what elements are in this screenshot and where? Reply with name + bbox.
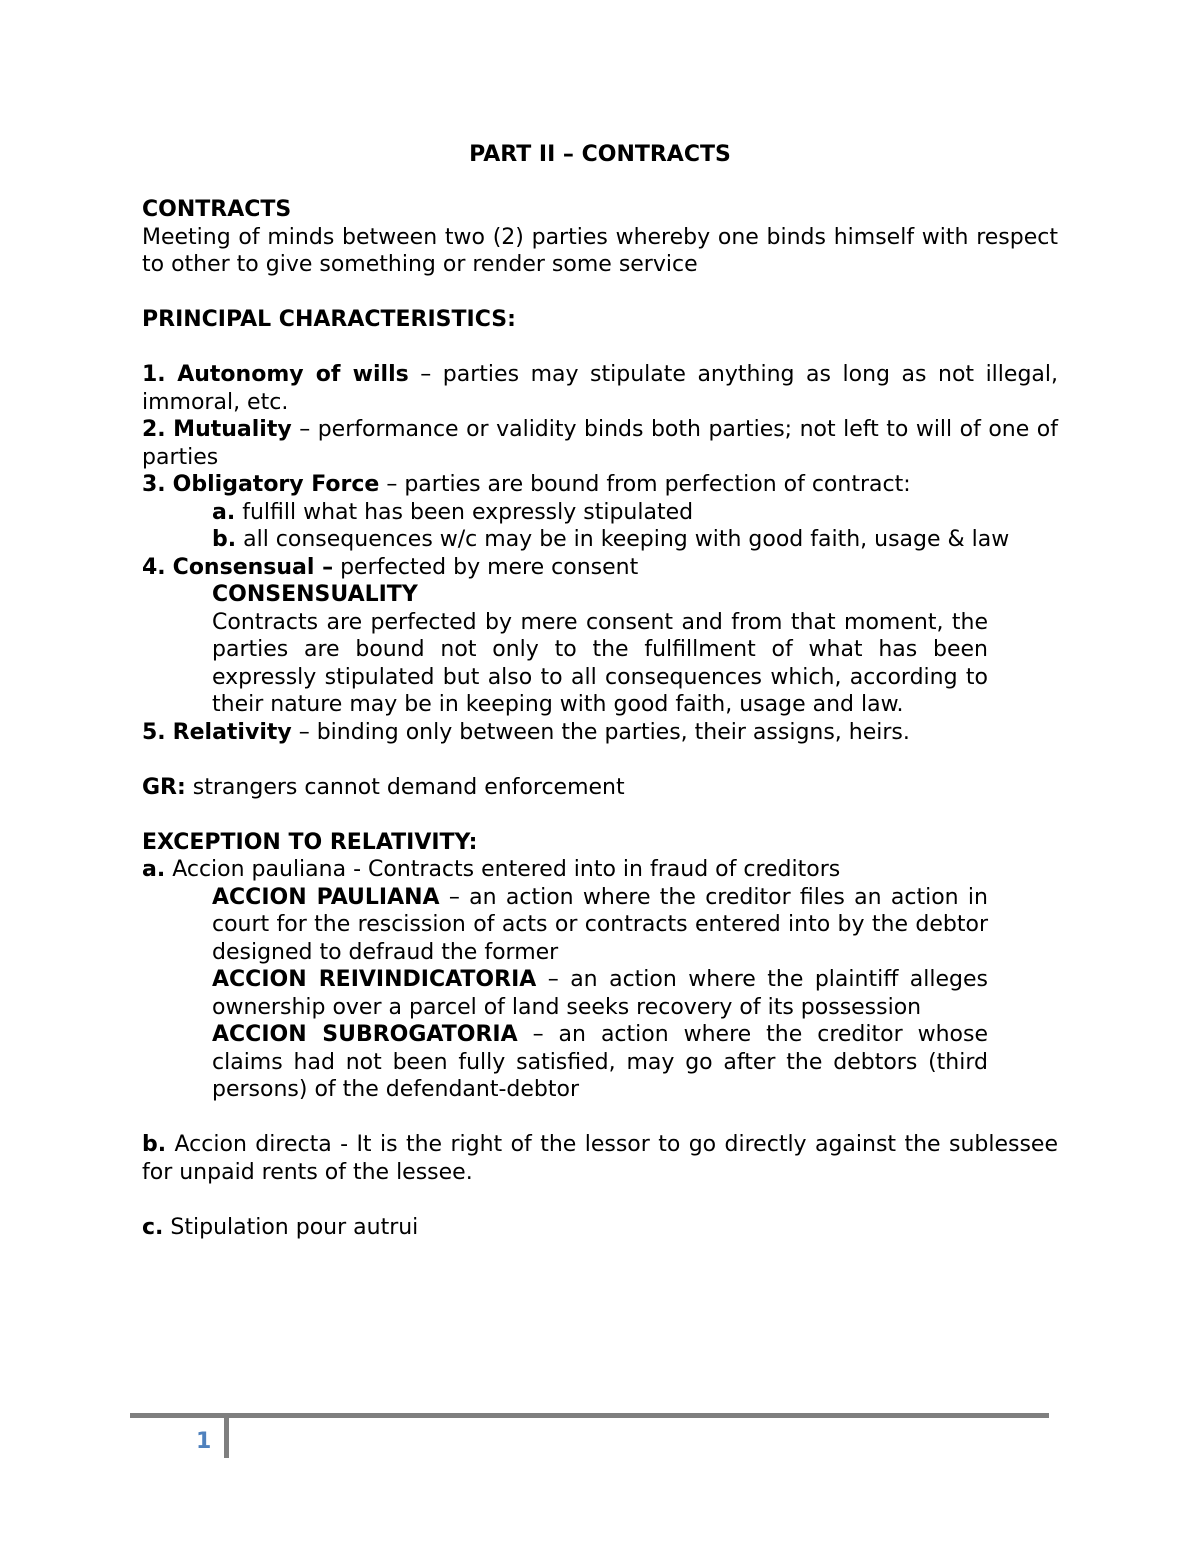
char-desc: – performance or validity binds both parties; not left to will of one of parties — [142, 417, 1058, 470]
definition-term: ACCION PAULIANA — [212, 884, 440, 910]
char-term: Consensual – — [172, 554, 334, 580]
exception-text: Accion directa - It is the right of the lessor to go directly against the sublessee for unpaid rents of the lessee. — [142, 1132, 1058, 1185]
sub-letter: a. — [212, 499, 236, 525]
sub-text: all consequences w/c may be in keeping with good faith, usage & law — [236, 527, 1010, 552]
char-desc: – binding only between the parties, their assigns, heirs. — [291, 719, 910, 745]
definition-text: – an action where the creditor whose claims had not been fully satisfied, may go after the debtors (third persons) of the defendant-debtor — [212, 1022, 988, 1102]
exceptions-heading: EXCEPTION TO RELATIVITY: — [142, 829, 478, 855]
definition-accion-subrogatoria — [142, 1021, 988, 1104]
characteristic-3 — [142, 471, 1058, 499]
characteristic-2 — [142, 416, 1058, 471]
general-rule — [142, 774, 1058, 802]
definition-accion-pauliana — [142, 884, 988, 967]
definition-term: ACCION SUBROGATORIA — [212, 1022, 518, 1047]
char-num: 5. — [142, 719, 166, 745]
principal-heading: PRINCIPAL CHARACTERISTICS: — [142, 307, 516, 332]
char-num: 2. — [142, 417, 166, 442]
exception-b — [142, 1131, 1058, 1186]
char-term: Relativity — [172, 719, 292, 745]
char-term: Obligatory Force — [172, 472, 380, 497]
characteristic-1 — [142, 361, 1058, 416]
gr-text: strangers cannot demand enforcement — [185, 774, 625, 800]
page-title: PART II – CONTRACTS — [469, 142, 731, 167]
exception-text: Stipulation pour autrui — [163, 1214, 419, 1240]
obligatory-sub-b — [142, 526, 1058, 554]
footer-separator — [224, 1416, 229, 1458]
contracts-definition: Meeting of minds between two (2) parties whereby one binds himself with respect to other to give something or render some service — [142, 224, 1058, 277]
char-num: 4. — [142, 554, 166, 580]
char-term: Mutuality — [173, 417, 292, 442]
page-number: 1 — [196, 1429, 212, 1454]
exception-text: Accion pauliana - Contracts entered into in fraud of creditors — [165, 857, 841, 882]
char-num: 3. — [142, 472, 166, 497]
contracts-heading: CONTRACTS — [142, 197, 292, 222]
definition-text: – an action where the creditor files an action in court for the rescission of acts or contracts entered into by the debtor designed to defraud the former — [212, 884, 988, 965]
gr-label: GR: — [142, 774, 186, 800]
definition-term: ACCION REIVINDICATORIA — [212, 967, 537, 992]
footer-rule — [130, 1413, 1049, 1418]
exception-letter: b. — [142, 1132, 167, 1157]
char-desc: – parties are bound from perfection of contract: — [379, 472, 911, 497]
exception-letter: a. — [142, 857, 166, 882]
char-desc: perfected by mere consent — [333, 554, 639, 580]
exception-letter: c. — [142, 1214, 164, 1240]
char-num: 1. — [142, 362, 166, 387]
consensuality-text: Contracts are perfected by mere consent and from that moment, the parties are bound not only to the fulfillment of what has been expressly stipulated but also to all consequences which, according to their nature may be in keeping with good faith, usage and law. — [212, 609, 988, 717]
characteristic-4 — [142, 554, 1058, 582]
sub-letter: b. — [212, 527, 237, 552]
char-term: Autonomy of wills — [177, 362, 409, 387]
exception-a — [142, 856, 1058, 884]
characteristic-5 — [142, 719, 1058, 747]
definition-accion-reivindicatoria — [142, 966, 988, 1021]
definition-text: – an action where the plaintiff alleges ownership over a parcel of land seeks recovery of its possession — [212, 967, 989, 1020]
document-body — [142, 196, 1058, 1241]
obligatory-sub-a — [142, 499, 1058, 527]
exception-c — [142, 1214, 1058, 1242]
sub-text: fulfill what has been expressly stipulated — [235, 499, 694, 525]
consensuality-heading: CONSENSUALITY — [212, 582, 418, 607]
char-desc: – parties may stipulate anything as long as not illegal, immoral, etc. — [142, 362, 1058, 415]
